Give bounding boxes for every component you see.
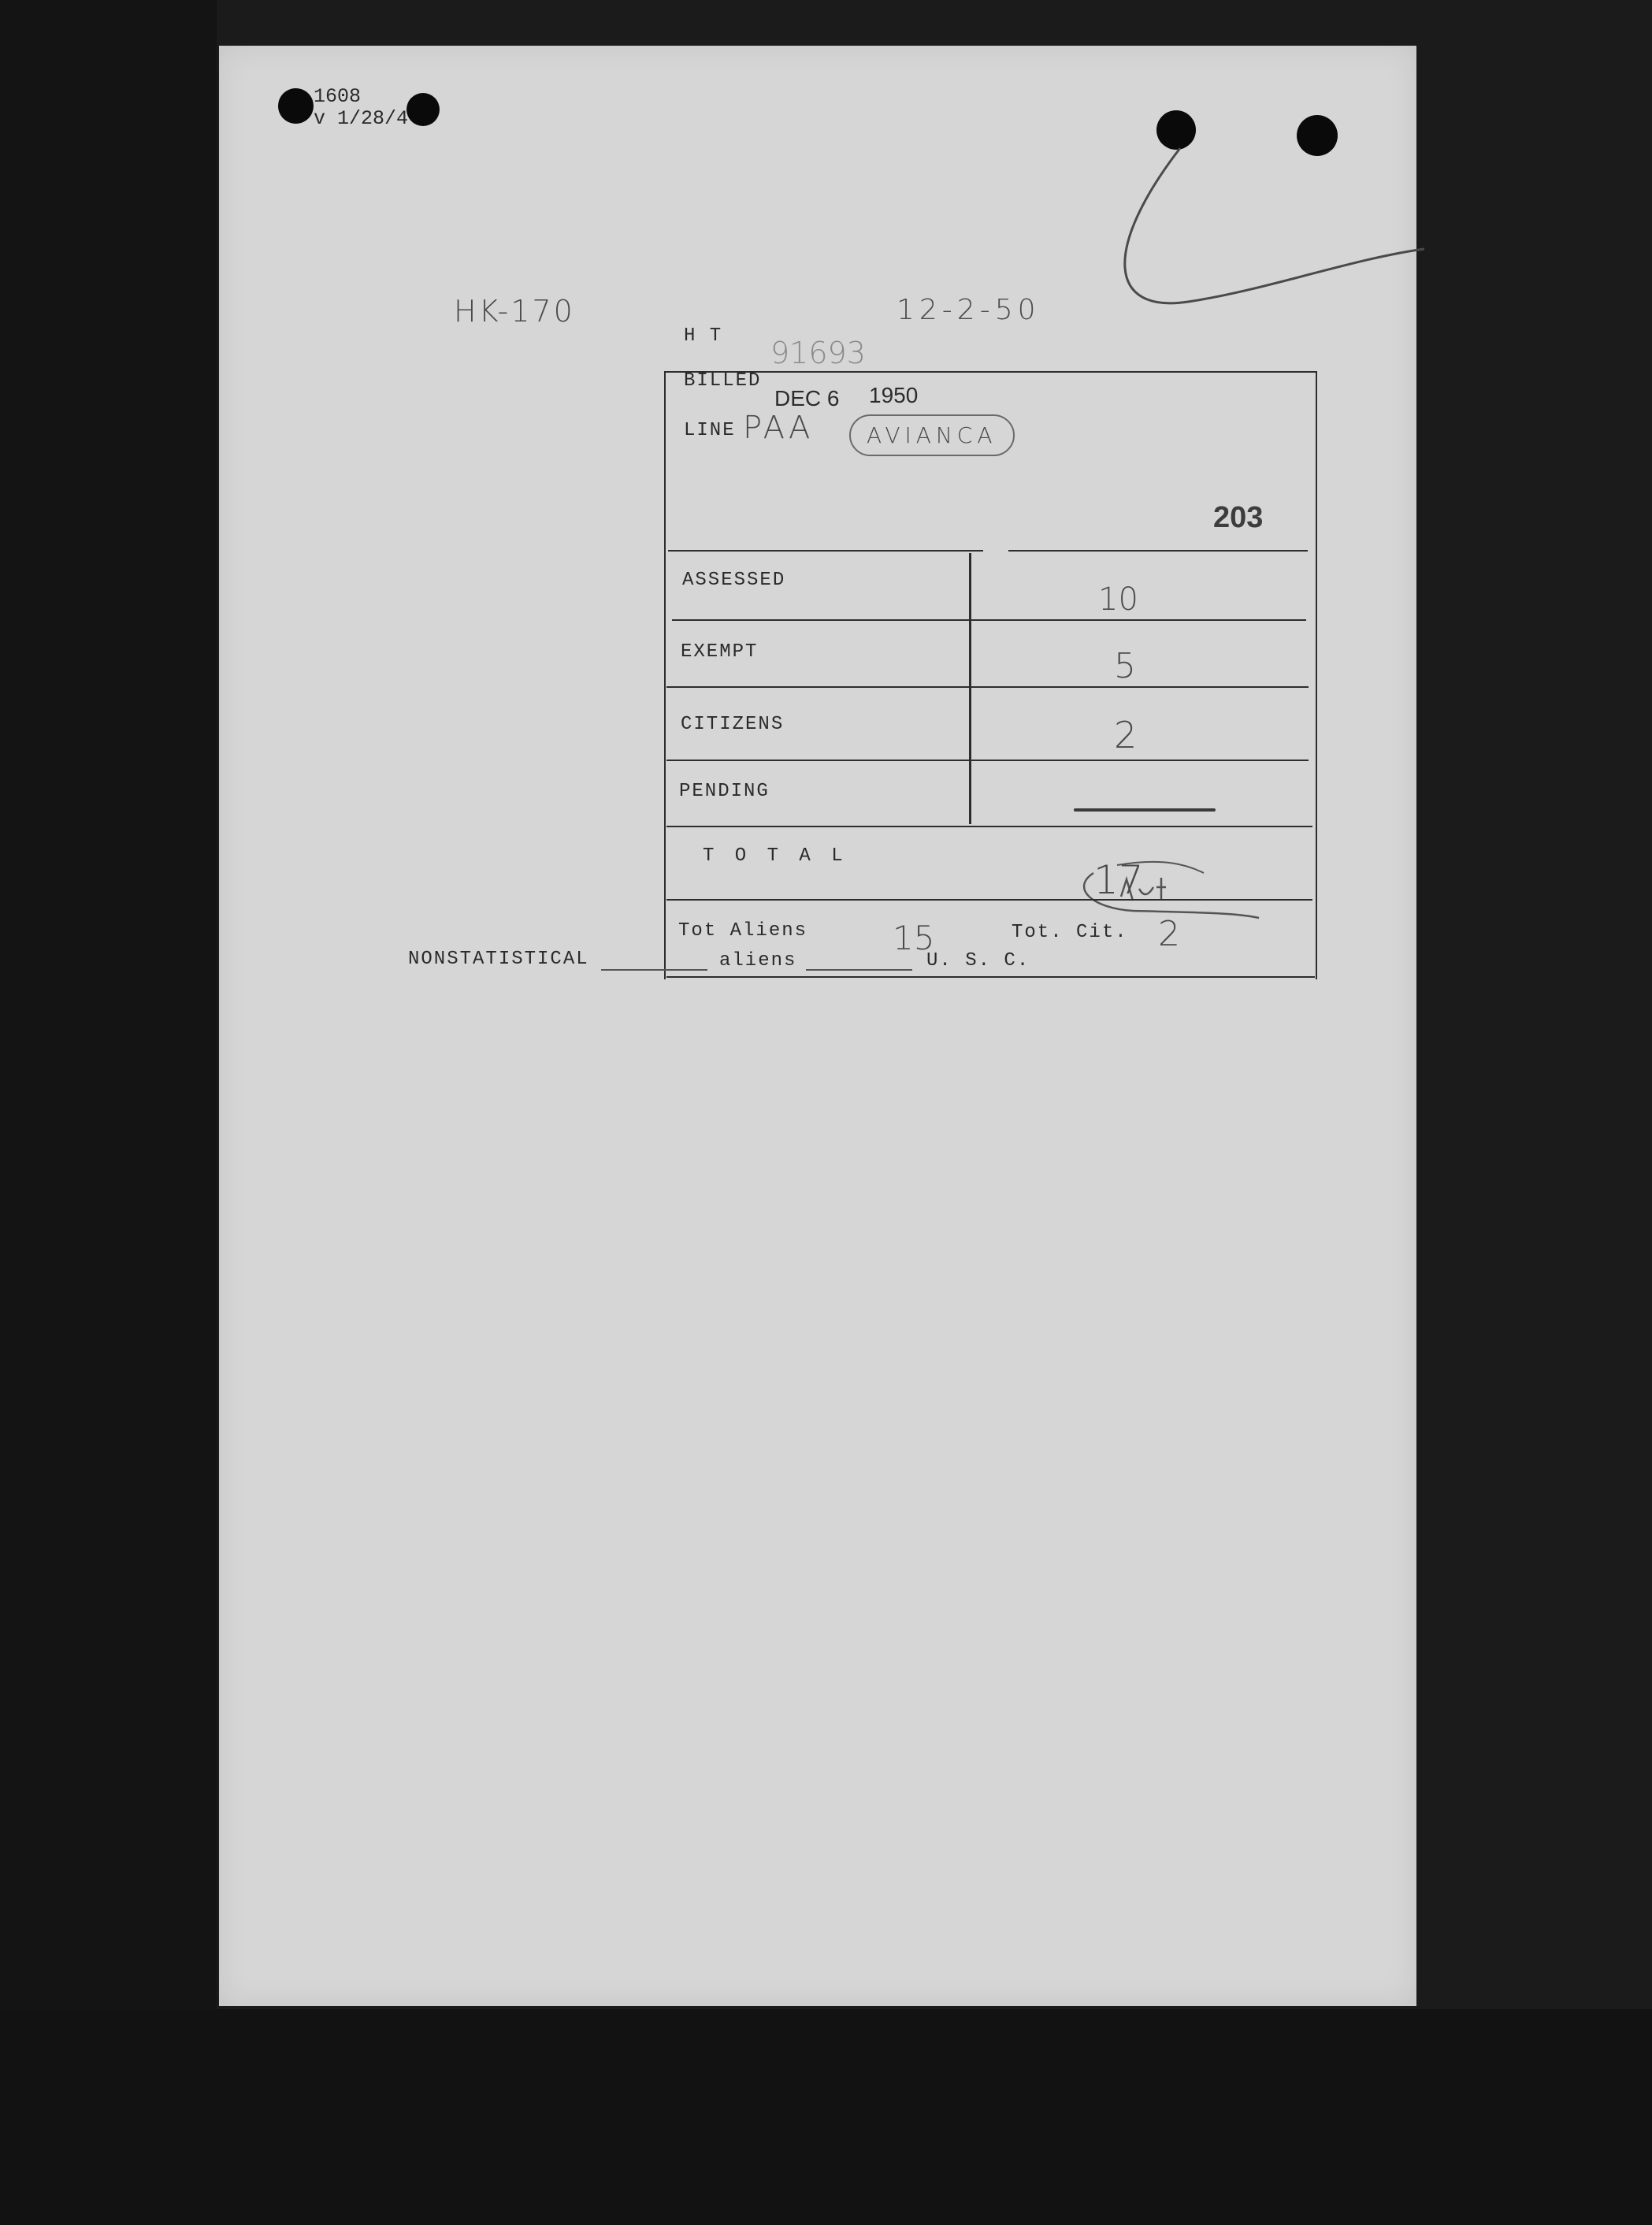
aliens-label: aliens <box>719 950 797 971</box>
row-label-exempt: EXEMPT <box>681 641 759 663</box>
line-label: LINE <box>684 420 736 441</box>
rule-bottom <box>666 976 1315 978</box>
billed-date: DEC 6 <box>774 386 840 410</box>
column-divider <box>969 553 971 824</box>
row-label-pending: PENDING <box>679 781 770 802</box>
flight-code: HK-170 <box>454 294 575 329</box>
page-number: 203 <box>1213 501 1264 534</box>
manifest-number: 91693 <box>770 336 866 370</box>
usc-label: U. S. C. <box>926 950 1030 971</box>
summary-form-box <box>664 371 1317 979</box>
line-note: AVIANCA <box>849 414 1015 456</box>
form-number: 1608 <box>314 85 362 108</box>
form-revision: v 1/28/4 <box>314 107 409 130</box>
total-value: 17 <box>1093 857 1144 903</box>
tot-cit-label: Tot. Cit. <box>1012 922 1128 943</box>
row-value-exempt: 5 <box>1114 646 1136 686</box>
rule-row-1 <box>672 619 1306 621</box>
rule-row-4 <box>666 826 1312 827</box>
scanner-background-left <box>0 0 217 2225</box>
billed-label: BILLED <box>684 370 762 392</box>
ht-label: H T <box>684 325 723 347</box>
tot-aliens-value: 15 <box>893 919 935 957</box>
row-value-citizens: 2 <box>1114 714 1138 756</box>
document-page <box>219 46 1416 2006</box>
rule-header-left <box>668 550 983 552</box>
billed-year: 1950 <box>869 383 919 407</box>
scanner-background-bottom <box>0 2009 1652 2225</box>
line-value: PAA <box>743 410 814 446</box>
rule-header-right <box>1008 550 1308 552</box>
row-label-assessed: ASSESSED <box>682 570 786 591</box>
rule-row-3 <box>666 760 1309 761</box>
rule-row-5 <box>666 899 1312 901</box>
handwritten-date: 12-2-50 <box>897 294 1041 326</box>
tot-aliens-label: Tot Aliens <box>678 920 808 942</box>
row-value-assessed: 10 <box>1098 581 1138 618</box>
total-label: T O T A L <box>703 845 848 867</box>
tot-cit-value: 2 <box>1158 914 1180 954</box>
nonstatistical-blank <box>601 969 707 971</box>
nonstatistical-label: NONSTATISTICAL <box>408 949 589 970</box>
row-label-citizens: CITIZENS <box>681 714 785 735</box>
usc-blank <box>806 969 912 971</box>
rule-row-2 <box>666 686 1309 688</box>
pending-dash <box>1074 808 1216 812</box>
